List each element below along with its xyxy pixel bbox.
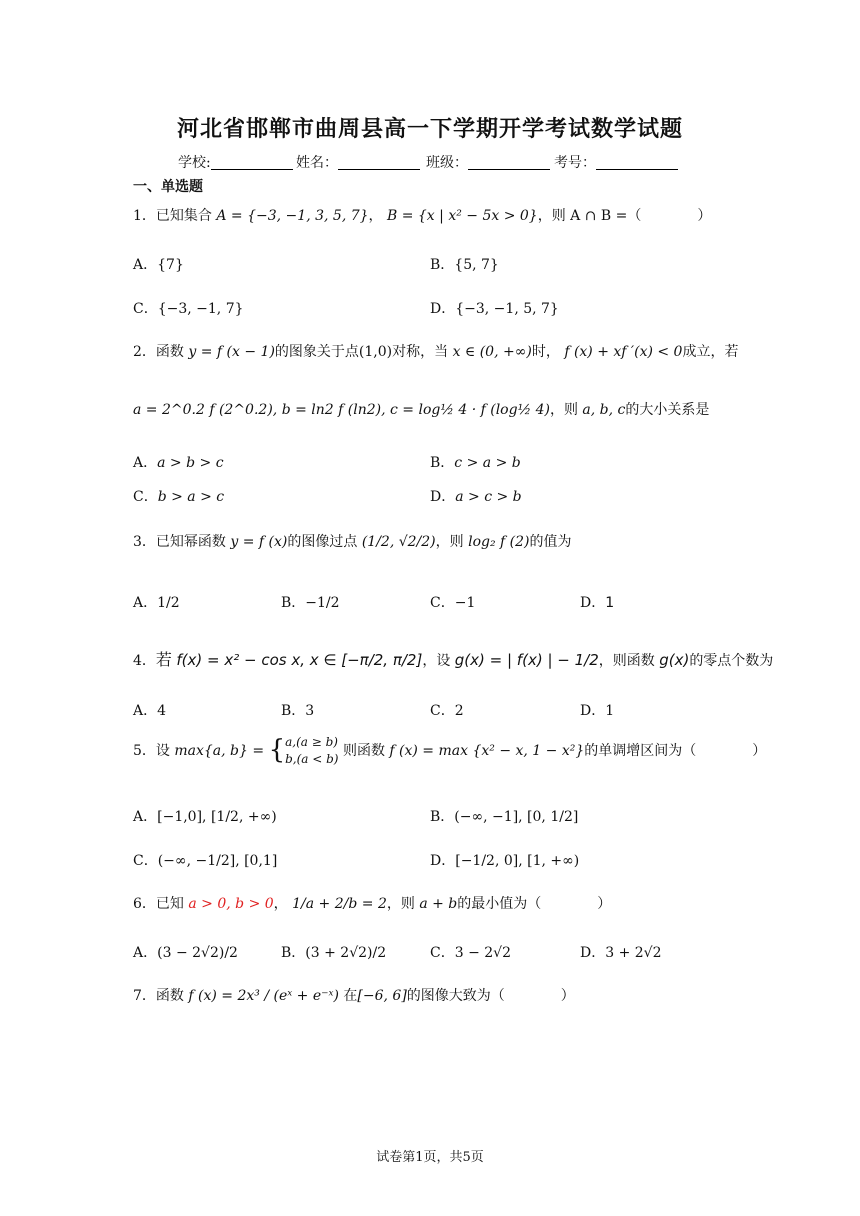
question-1-stem: 1．已知集合 A = {−3, −1, 3, 5, 7}， B = {x | x² − 5x > 0}，则 A ∩ B =（ ） [133, 208, 712, 224]
q6-option-c[interactable]: C．3 − 2√2 [430, 945, 511, 961]
set-b-formula: B = {x | x² − 5x > 0} [386, 208, 538, 224]
page-title: 河北省邯郸市曲周县高一下学期开学考试数学试题 [176, 117, 683, 142]
q4-option-a[interactable]: A．4 [133, 703, 167, 719]
q5-function-formula: f (x) = max {x² − x, 1 − x²} [389, 742, 585, 759]
name-field: 姓名： [296, 152, 422, 172]
q4-option-c[interactable]: C．2 [430, 703, 464, 719]
q2-option-d[interactable]: D．a > c > b [430, 489, 522, 505]
school-blank[interactable] [211, 155, 293, 170]
section-title: 一、单选题 [133, 179, 203, 195]
class-blank[interactable] [468, 155, 550, 170]
class-field: 班级： [426, 152, 552, 172]
q5-option-b[interactable]: B．(−∞, −1], [0, 1/2] [430, 809, 579, 825]
q6-option-b[interactable]: B．(3 + 2√2)/2 [281, 945, 387, 961]
q1-option-a[interactable]: A．{7} [133, 257, 184, 273]
q6-condition: a > 0, b > 0 [188, 896, 274, 912]
exam-number-blank[interactable] [596, 155, 678, 170]
cases-brace: { [268, 735, 286, 766]
q5-option-d[interactable]: D．[−1/2, 0], [1, +∞) [430, 853, 580, 869]
q2-option-c[interactable]: C．b > a > c [133, 489, 225, 505]
q6-option-d[interactable]: D．3 + 2√2 [580, 945, 662, 961]
question-6-stem: 6．已知 a > 0, b > 0， 1/a + 2/b = 2，则 a + b的最小值为（ ） [133, 896, 612, 912]
page-footer: 试卷第1页，共5页 [376, 1150, 484, 1165]
q3-option-d[interactable]: D．1 [580, 595, 615, 611]
q4-f-formula: f(x) = x² − cos x, x ∈ [−π/2, π/2] [176, 651, 423, 669]
q5-option-a[interactable]: A．[−1,0], [1/2, +∞) [133, 809, 277, 825]
q2-option-b[interactable]: B．c > a > b [430, 455, 521, 471]
exam-number-field: 考号： [554, 152, 680, 172]
q4-option-b[interactable]: B．3 [281, 703, 315, 719]
q3-option-c[interactable]: C．−1 [430, 595, 476, 611]
q3-option-b[interactable]: B．−1/2 [281, 595, 340, 611]
q1-option-c[interactable]: C．{−3, −1, 7} [133, 301, 244, 317]
question-2-stem-line2: a = 2^0.2 f (2^0.2), b = ln2 f (ln2), c = log½ 4 · f (log½ 4)，则 a, b, c的大小关系是 [133, 402, 710, 418]
piecewise-cases: a,(a ≥ b) b,(a < b) [285, 735, 339, 766]
set-a-formula: A = {−3, −1, 3, 5, 7} [216, 208, 369, 224]
q1-option-d[interactable]: D．{−3, −1, 5, 7} [430, 301, 559, 317]
name-blank[interactable] [338, 155, 420, 170]
question-4-stem: 4．若 f(x) = x² − cos x, x ∈ [−π/2, π/2]，设 g(x) = | f(x) | − 1/2，则函数 g(x)的零点个数为 [133, 650, 774, 669]
q5-option-c[interactable]: C．(−∞, −1/2], [0,1] [133, 853, 278, 869]
q3-point: (1/2, √2/2) [361, 534, 436, 550]
q3-option-a[interactable]: A．1/2 [133, 595, 180, 611]
q2-function-formula: y = f (x − 1) [188, 344, 275, 360]
q7-function-formula: f (x) = 2x³ / (eˣ + e⁻ˣ) [188, 988, 339, 1004]
question-3-stem: 3．已知幂函数 y = f (x)的图像过点 (1/2, √2/2)，则 log₂ f (2)的值为 [133, 534, 572, 550]
question-5-stem: 5．设 max{a, b} = { a,(a ≥ b) b,(a < b) 则函数 f (x) = max {x² − x, 1 − x²}的单调增区间为（ ） [133, 735, 767, 766]
q4-g-formula: g(x) = | f(x) | − 1/2 [454, 651, 599, 669]
school-field: 学校: [178, 152, 295, 172]
question-7-stem: 7．函数 f (x) = 2x³ / (eˣ + e⁻ˣ) 在[−6, 6]的图像大致为（ ） [133, 988, 575, 1004]
question-2-stem-line1: 2．函数 y = f (x − 1)的图象关于点(1,0)对称，当 x ∈ (0, +∞)时， f (x) + xf ′(x) < 0成立，若 [133, 344, 739, 360]
q2-abc-formula: a = 2^0.2 f (2^0.2), b = ln2 f (ln2), c = log½ 4 · f (log½ 4) [133, 402, 550, 418]
q2-option-a[interactable]: A．a > b > c [133, 455, 224, 471]
q6-equation: 1/a + 2/b = 2 [292, 896, 387, 912]
q4-option-d[interactable]: D．1 [580, 703, 615, 719]
q6-option-a[interactable]: A．(3 − 2√2)/2 [133, 945, 238, 961]
q1-option-b[interactable]: B．{5, 7} [430, 257, 499, 273]
